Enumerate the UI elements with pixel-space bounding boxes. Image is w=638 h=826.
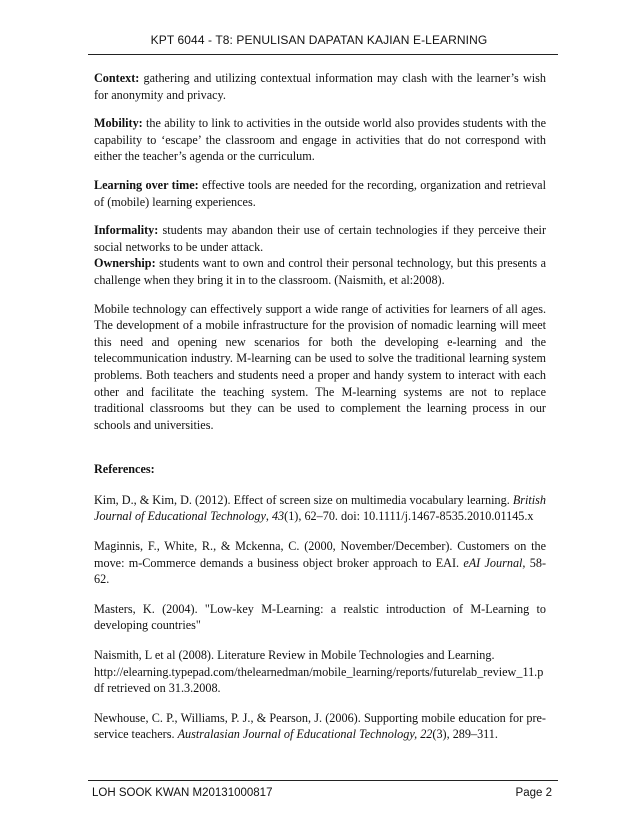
learning-over-time-label: Learning over time:: [94, 177, 199, 192]
ownership-paragraph: [94, 255, 546, 288]
reference-newhouse: [94, 710, 546, 743]
informality-paragraph: [94, 222, 546, 255]
footer-page-number: Page 2: [515, 787, 552, 799]
mobility-paragraph: [94, 115, 546, 165]
ref-newhouse-authors: Newhouse, C. P., Williams, P. J., & Pearson, J. (2006). Supporting mobile education for pre-service teachers.: [94, 710, 546, 742]
page-footer: [92, 787, 552, 799]
learning-over-time-text: effective tools are needed for the recording, organization and retrieval of (mobile) learning experiences.: [94, 177, 546, 209]
ref-newhouse-volume: 22: [420, 727, 433, 742]
mobility-text: the ability to link to activities in the outside world also provides students with the capability to ‘escape’ the classroom and engage in activities that do not correspond with either the teacher’s agenda or the curriculum.: [94, 116, 546, 164]
header-divider: [88, 54, 558, 55]
ref-naismith-retrieved: retrieved on 31.3.2008.: [104, 681, 221, 696]
reference-naismith: [94, 647, 546, 697]
ref-kim-authors: Kim, D., & Kim, D. (2012). Effect of screen size on multimedia vocabulary learning.: [94, 492, 513, 507]
footer-divider: [88, 780, 558, 781]
ref-maginnis-journal: eAI Journal,: [463, 555, 526, 570]
mobile-technology-paragraph: Mobile technology can effectively support a wide range of activities for learners of all ages. The development of a mobile infrastructure for the provision of nomadic learning will meet this need and opening new scenarios for both the developing e-learning and the telecommunication industry. M-learning can be used to solve the traditional learning system problems. Both teachers and students need a proper and handy system to interact with each other and facilitate the teaching system. The M-learning systems are not to replace traditional classrooms but they can be used to complement the learning process in our schools and universities.: [94, 301, 546, 432]
ownership-label: Ownership:: [94, 256, 156, 271]
footer-author: LOH SOOK KWAN M20131000817: [92, 787, 273, 799]
references-heading: References:: [94, 462, 155, 477]
ref-naismith-text: Naismith, L et al (2008). Literature Review in Mobile Technologies and Learning.: [94, 648, 495, 663]
ref-kim-rest: (1), 62–70. doi: 10.1111/j.1467-8535.2010.01145.x: [284, 509, 534, 524]
reference-masters: Masters, K. (2004). "Low-key M-Learning: a realstic introduction of M-Learning to developing countries": [94, 601, 546, 633]
ref-maginnis-authors: Maginnis, F., White, R., & Mckenna, C. (2000, November/December). Customers on the move: m-Commerce demands a business object broker approach to EAI.: [94, 539, 546, 570]
page-header: [0, 33, 638, 47]
ref-maginnis-rest: 58-62.: [94, 555, 547, 587]
reference-maginnis: [94, 538, 546, 588]
ref-naismith-url[interactable]: http://elearning.typepad.com/thelearnedman/mobile_learning/reports/futurelab_review_11.pdf: [94, 664, 544, 696]
ref-newhouse-rest: (3), 289–311.: [432, 727, 498, 742]
page-body: [94, 70, 546, 756]
informality-text: students may abandon their use of certain technologies if they perceive their social networks to be under attack.: [94, 223, 546, 254]
ref-kim-journal: British Journal of Educational Technology: [94, 492, 546, 524]
mobility-label: Mobility:: [94, 116, 143, 131]
informality-label: Informality:: [94, 223, 159, 238]
context-label: Context:: [94, 71, 140, 85]
ref-newhouse-journal: Australasian Journal of Educational Technology,: [177, 727, 418, 742]
header-title: KPT 6044 - T8: PENULISAN DAPATAN KAJIAN E-LEARNING: [150, 33, 488, 47]
context-paragraph: [94, 70, 546, 103]
context-text: gathering and utilizing contextual information may clash with the learner’s wish for anonymity and privacy.: [94, 71, 546, 102]
reference-kim: [94, 492, 546, 525]
learning-over-time-paragraph: [94, 177, 546, 210]
ownership-text: students want to own and control their personal technology, but this presents a challenge when they bring it in to the classroom. (Naismith, et al:2008).: [94, 256, 546, 287]
ref-kim-volume: 43: [271, 509, 285, 524]
ref-kim-sep: ,: [265, 509, 272, 524]
